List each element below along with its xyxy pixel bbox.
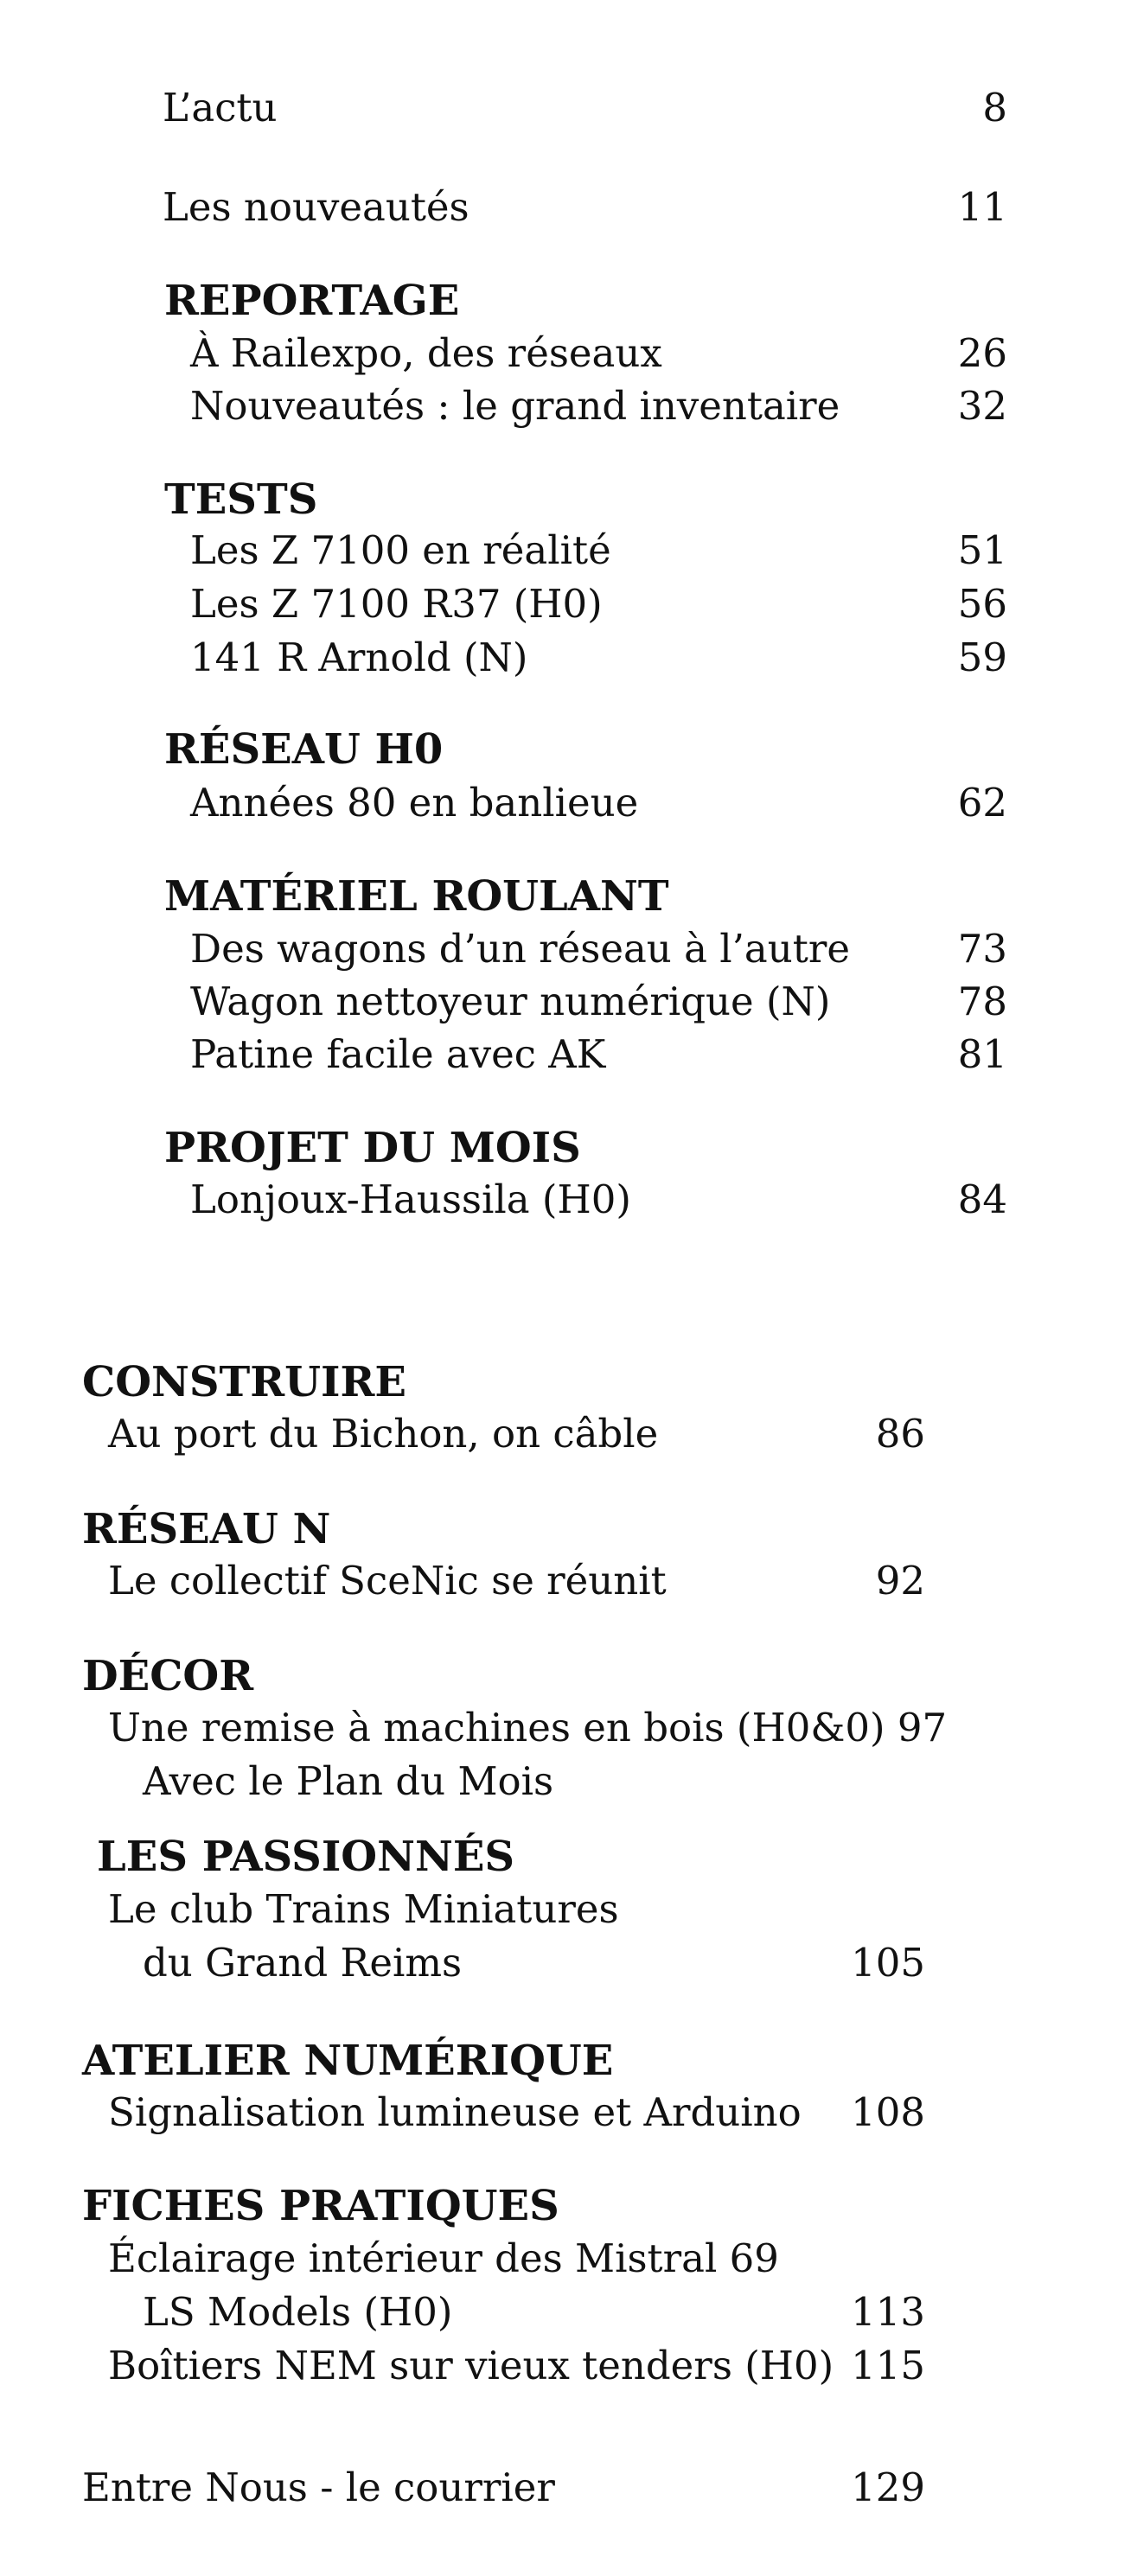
section-heading: MATÉRIEL ROULANT [164, 872, 669, 921]
section-heading: TESTS [164, 475, 318, 524]
toc-item-page: 51 [957, 527, 1007, 573]
toc-item-title: Des wagons d’un réseau à l’autre [190, 926, 850, 972]
toc-item-page: 78 [957, 979, 1007, 1024]
toc-item-title: Années 80 en banlieue [190, 780, 639, 826]
toc-item-page: 62 [957, 780, 1007, 826]
toc-item-subtitle: LS Models (H0) [143, 2289, 453, 2335]
toc-item-title: Nouveautés : le grand inventaire [190, 383, 840, 429]
toc-item-page: 56 [957, 581, 1007, 627]
toc-item-subtitle: Avec le Plan du Mois [143, 1758, 554, 1804]
toc-entry-page: 11 [957, 184, 1007, 230]
section-heading: RÉSEAU N [82, 1505, 331, 1553]
toc-item-title: Éclairage intérieur des Mistral 69 [108, 2235, 779, 2281]
toc-item-page: 92 [875, 1558, 925, 1604]
section-heading: FICHES PRATIQUES [82, 2182, 559, 2230]
toc-item-title: À Railexpo, des réseaux [190, 330, 662, 376]
section-heading: RÉSEAU H0 [164, 725, 444, 774]
toc-item-title: Signalisation lumineuse et Arduino [108, 2089, 802, 2135]
toc-item-page: 86 [875, 1411, 925, 1457]
toc-item-title: 141 R Arnold (N) [190, 634, 528, 680]
toc-item-title: Les Z 7100 R37 (H0) [190, 581, 603, 627]
toc-item-page: 108 [851, 2089, 925, 2135]
toc-item-title: Les Z 7100 en réalité [190, 527, 611, 573]
section-heading: PROJET DU MOIS [164, 1124, 581, 1172]
toc-item-page: 73 [957, 926, 1007, 972]
section-heading: CONSTRUIRE [82, 1358, 406, 1406]
toc-item-page: 26 [957, 330, 1007, 376]
section-heading: LES PASSIONNÉS [97, 1833, 515, 1881]
toc-item-title: Patine facile avec AK [190, 1031, 606, 1077]
toc-entry-title: Entre Nous - le courrier [82, 2464, 555, 2510]
toc-item-subtitle: du Grand Reims [143, 1940, 463, 1986]
toc-item-title: Le club Trains Miniatures [108, 1886, 619, 1932]
toc-item-page: 59 [957, 634, 1007, 680]
toc-entry-title: L’actu [163, 85, 278, 131]
toc-item-title: Lonjoux-Haussila (H0) [190, 1176, 631, 1222]
section-heading: REPORTAGE [164, 277, 460, 325]
toc-item-title: Le collectif SceNic se réunit [108, 1558, 667, 1604]
toc-item-page: 81 [957, 1031, 1007, 1077]
toc-entry-page: 129 [851, 2464, 925, 2510]
toc-item-page: 32 [957, 383, 1007, 429]
toc-item-page: 105 [851, 1940, 925, 1986]
toc-item-title: Au port du Bichon, on câble [108, 1411, 659, 1457]
toc-item-page: 115 [851, 2343, 925, 2388]
toc-item-title: Wagon nettoyeur numérique (N) [190, 979, 831, 1024]
toc-entry-title: Les nouveautés [163, 184, 469, 230]
toc-item-page: 113 [851, 2289, 925, 2335]
section-heading: ATELIER NUMÉRIQUE [82, 2037, 614, 2085]
toc-item-title: Une remise à machines en bois (H0&0) 97 [108, 1705, 948, 1750]
toc-item-title: Boîtiers NEM sur vieux tenders (H0) [108, 2343, 834, 2388]
toc-item-page: 84 [957, 1176, 1007, 1222]
toc-entry-page: 8 [982, 85, 1007, 131]
section-heading: DÉCOR [82, 1652, 254, 1700]
